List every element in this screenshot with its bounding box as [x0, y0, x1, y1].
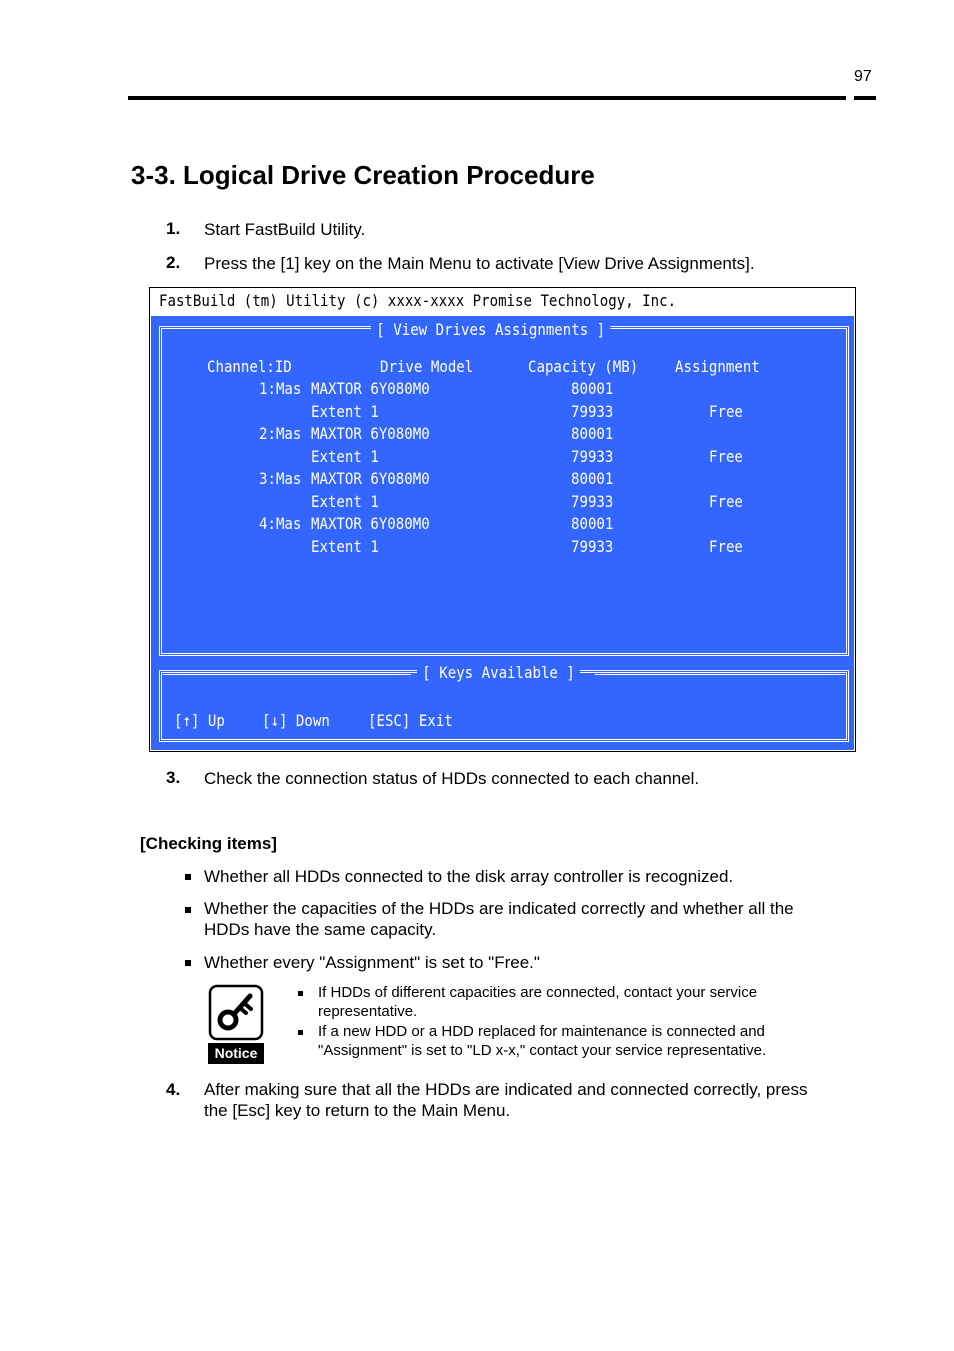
row-capacity: 80001	[571, 469, 614, 488]
notice-item-1-cont: representative.	[318, 1003, 418, 1020]
row-model: Extent 1	[311, 447, 379, 466]
row-assignment: Free	[709, 537, 743, 556]
row-capacity: 80001	[571, 514, 614, 533]
notice-label: Notice	[214, 1045, 258, 1061]
checking-item-3: Whether every "Assignment" is set to "Free."	[204, 953, 540, 972]
page-number: 97	[854, 68, 872, 85]
row-channel: 2:Mas	[259, 424, 302, 443]
key-up: [↑] Up	[174, 711, 225, 730]
step-1-text: Start FastBuild Utility.	[204, 220, 366, 239]
fastbuild-screenshot	[149, 287, 856, 752]
row-model: MAXTOR 6Y080M0	[311, 379, 430, 398]
header-channel: Channel:ID	[207, 357, 292, 376]
row-capacity: 80001	[571, 379, 614, 398]
row-model: MAXTOR 6Y080M0	[311, 469, 430, 488]
step-2-number: 2.	[166, 253, 181, 272]
checking-heading: [Checking items]	[140, 834, 277, 853]
header-assignment: Assignment	[675, 357, 760, 376]
row-channel: 4:Mas	[259, 514, 302, 533]
step-1-number: 1.	[166, 219, 181, 238]
key-exit: [ESC] Exit	[368, 711, 453, 730]
notice-icon	[208, 984, 264, 1066]
row-model: Extent 1	[311, 402, 379, 421]
bullet	[298, 1030, 303, 1035]
row-capacity: 79933	[571, 537, 614, 556]
key-down: [↓] Down	[262, 711, 330, 730]
section-title: 3-3. Logical Drive Creation Procedure	[131, 160, 595, 190]
header-capacity: Capacity (MB)	[528, 357, 639, 376]
checking-item-2-cont: HDDs have the same capacity.	[204, 920, 437, 939]
row-capacity: 80001	[571, 424, 614, 443]
step-2-text: Press the [1] key on the Main Menu to activate [View Drive Assignments].	[204, 254, 755, 273]
keys-title: [ Keys Available ]	[417, 663, 580, 682]
panel-title: [ View Drives Assignments ]	[371, 320, 610, 339]
row-capacity: 79933	[571, 402, 614, 421]
row-assignment: Free	[709, 492, 743, 511]
row-model: Extent 1	[311, 537, 379, 556]
row-capacity: 79933	[571, 492, 614, 511]
bullet	[185, 960, 191, 966]
step-3-text: Check the connection status of HDDs connected to each channel.	[204, 769, 700, 788]
step-4-text-cont: the [Esc] key to return to the Main Menu.	[204, 1101, 511, 1120]
row-channel: 1:Mas	[259, 379, 302, 398]
step-3-number: 3.	[166, 768, 181, 787]
header-rule-short	[854, 96, 876, 100]
notice-item-2: If a new HDD or a HDD replaced for maintenance is connected and	[318, 1023, 765, 1040]
header-rule	[128, 96, 846, 100]
checking-item-1: Whether all HDDs connected to the disk array controller is recognized.	[204, 867, 734, 886]
keys-panel-line-left	[163, 672, 411, 675]
row-assignment: Free	[709, 447, 743, 466]
bullet	[298, 991, 303, 996]
row-channel: 3:Mas	[259, 469, 302, 488]
step-4-text: After making sure that all the HDDs are indicated and connected correctly, press	[204, 1080, 808, 1099]
notice-item-2-cont: "Assignment" is set to "LD x-x," contact your service representative.	[318, 1042, 767, 1059]
header-model: Drive Model	[380, 357, 474, 376]
row-model: Extent 1	[311, 492, 379, 511]
row-model: MAXTOR 6Y080M0	[311, 424, 430, 443]
row-assignment: Free	[709, 402, 743, 421]
row-capacity: 79933	[571, 447, 614, 466]
screen-title: FastBuild (tm) Utility (c) xxxx-xxxx Promise Technology, Inc.	[159, 291, 677, 310]
row-model: MAXTOR 6Y080M0	[311, 514, 430, 533]
keys-panel-line-right	[595, 672, 845, 675]
checking-item-2: Whether the capacities of the HDDs are indicated correctly and whether all the	[204, 899, 794, 918]
notice-item-1: If HDDs of different capacities are connected, contact your service	[318, 984, 758, 1001]
bullet	[185, 874, 191, 880]
blue-screen	[151, 316, 854, 750]
bullet	[185, 907, 191, 913]
step-4-number: 4.	[166, 1080, 181, 1099]
